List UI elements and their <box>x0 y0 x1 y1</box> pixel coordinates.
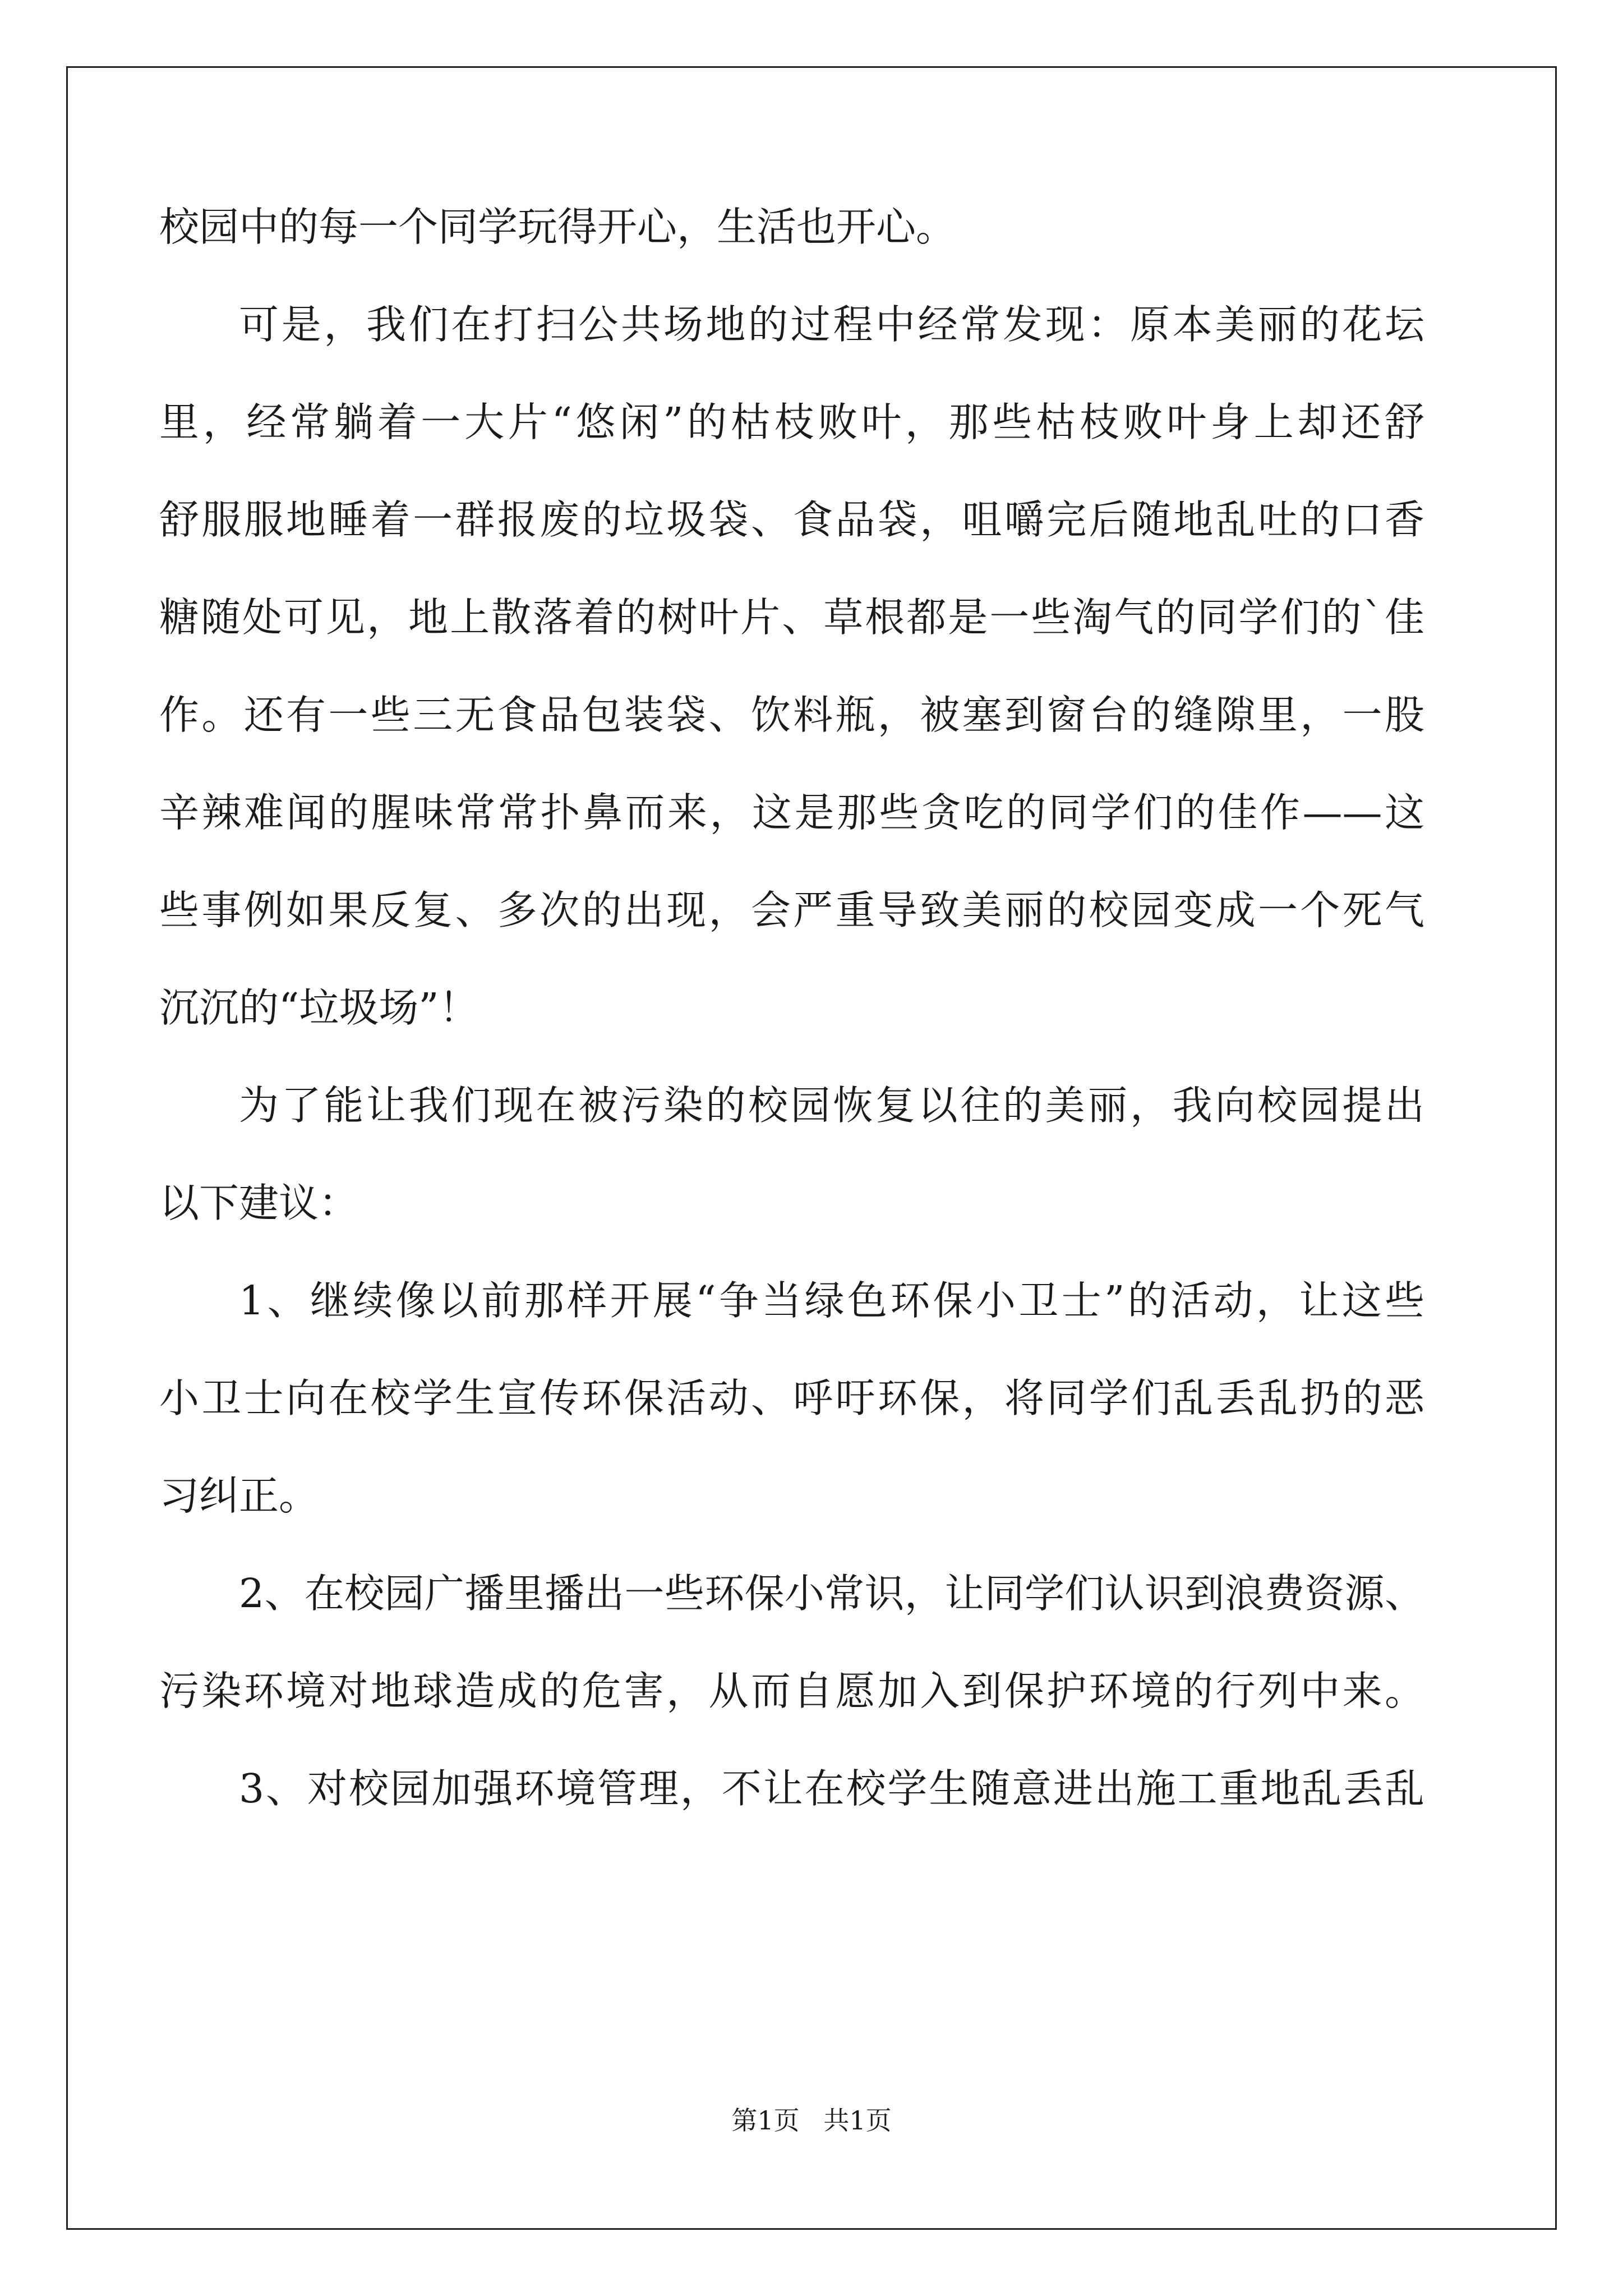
text-line: 2、在校园广播里播出一些环保小常识，让同学们认识到浪费资源、 <box>239 1570 1424 1617</box>
text-line: 些事例如果反复、多次的出现，会严重导致美丽的校园变成一个死气 <box>159 887 1424 933</box>
paragraph <box>159 1570 1424 1715</box>
text-line: 习纠正。 <box>159 1473 319 1519</box>
text-line: 沉沉的“垃圾场”！ <box>159 984 479 1031</box>
text-line: 3、对校园加强环境管理，不让在校学生随意进出施工重地乱丢乱 <box>239 1765 1424 1812</box>
text-line: 里，经常躺着一大片“悠闲”的枯枝败叶，那些枯枝败叶身上却还舒 <box>159 399 1424 445</box>
document-body <box>159 203 1424 1813</box>
page-total: 共1页 <box>823 2105 892 2136</box>
paragraph <box>159 1765 1424 1813</box>
text-line: 为了能让我们现在被污染的校园恢复以往的美丽，我向校园提出 <box>239 1082 1424 1129</box>
page-number: 第1页 <box>731 2105 800 2136</box>
text-line: 辛辣难闻的腥味常常扑鼻而来，这是那些贪吃的同学们的佳作——这 <box>159 789 1424 836</box>
text-line: 以下建议： <box>159 1180 359 1226</box>
page-footer <box>0 2104 1623 2137</box>
paragraph <box>159 1082 1424 1227</box>
text-line: 糖随处可见，地上散落着的树叶片、草根都是一些淘气的同学们的`佳 <box>159 594 1424 641</box>
text-line: 舒服服地睡着一群报废的垃圾袋、食品袋，咀嚼完后随地乱吐的口香 <box>159 496 1424 543</box>
text-line: 小卫士向在校学生宣传环保活动、呼吁环保，将同学们乱丢乱扔的恶 <box>159 1375 1424 1421</box>
text-line: 可是，我们在打扫公共场地的过程中经常发现：原本美丽的花坛 <box>239 301 1424 348</box>
paragraph <box>159 203 1424 251</box>
paragraph <box>159 1277 1424 1520</box>
text-line: 校园中的每一个同学玩得开心，生活也开心。 <box>159 204 956 250</box>
text-line: 污染环境对地球造成的危害，从而自愿加入到保护环境的行列中来。 <box>159 1668 1424 1714</box>
text-line: 1、继续像以前那样开展“争当绿色环保小卫士”的活动，让这些 <box>239 1277 1424 1324</box>
paragraph <box>159 301 1424 1032</box>
text-line: 作。还有一些三无食品包装袋、饮料瓶，被塞到窗台的缝隙里，一股 <box>159 692 1424 738</box>
